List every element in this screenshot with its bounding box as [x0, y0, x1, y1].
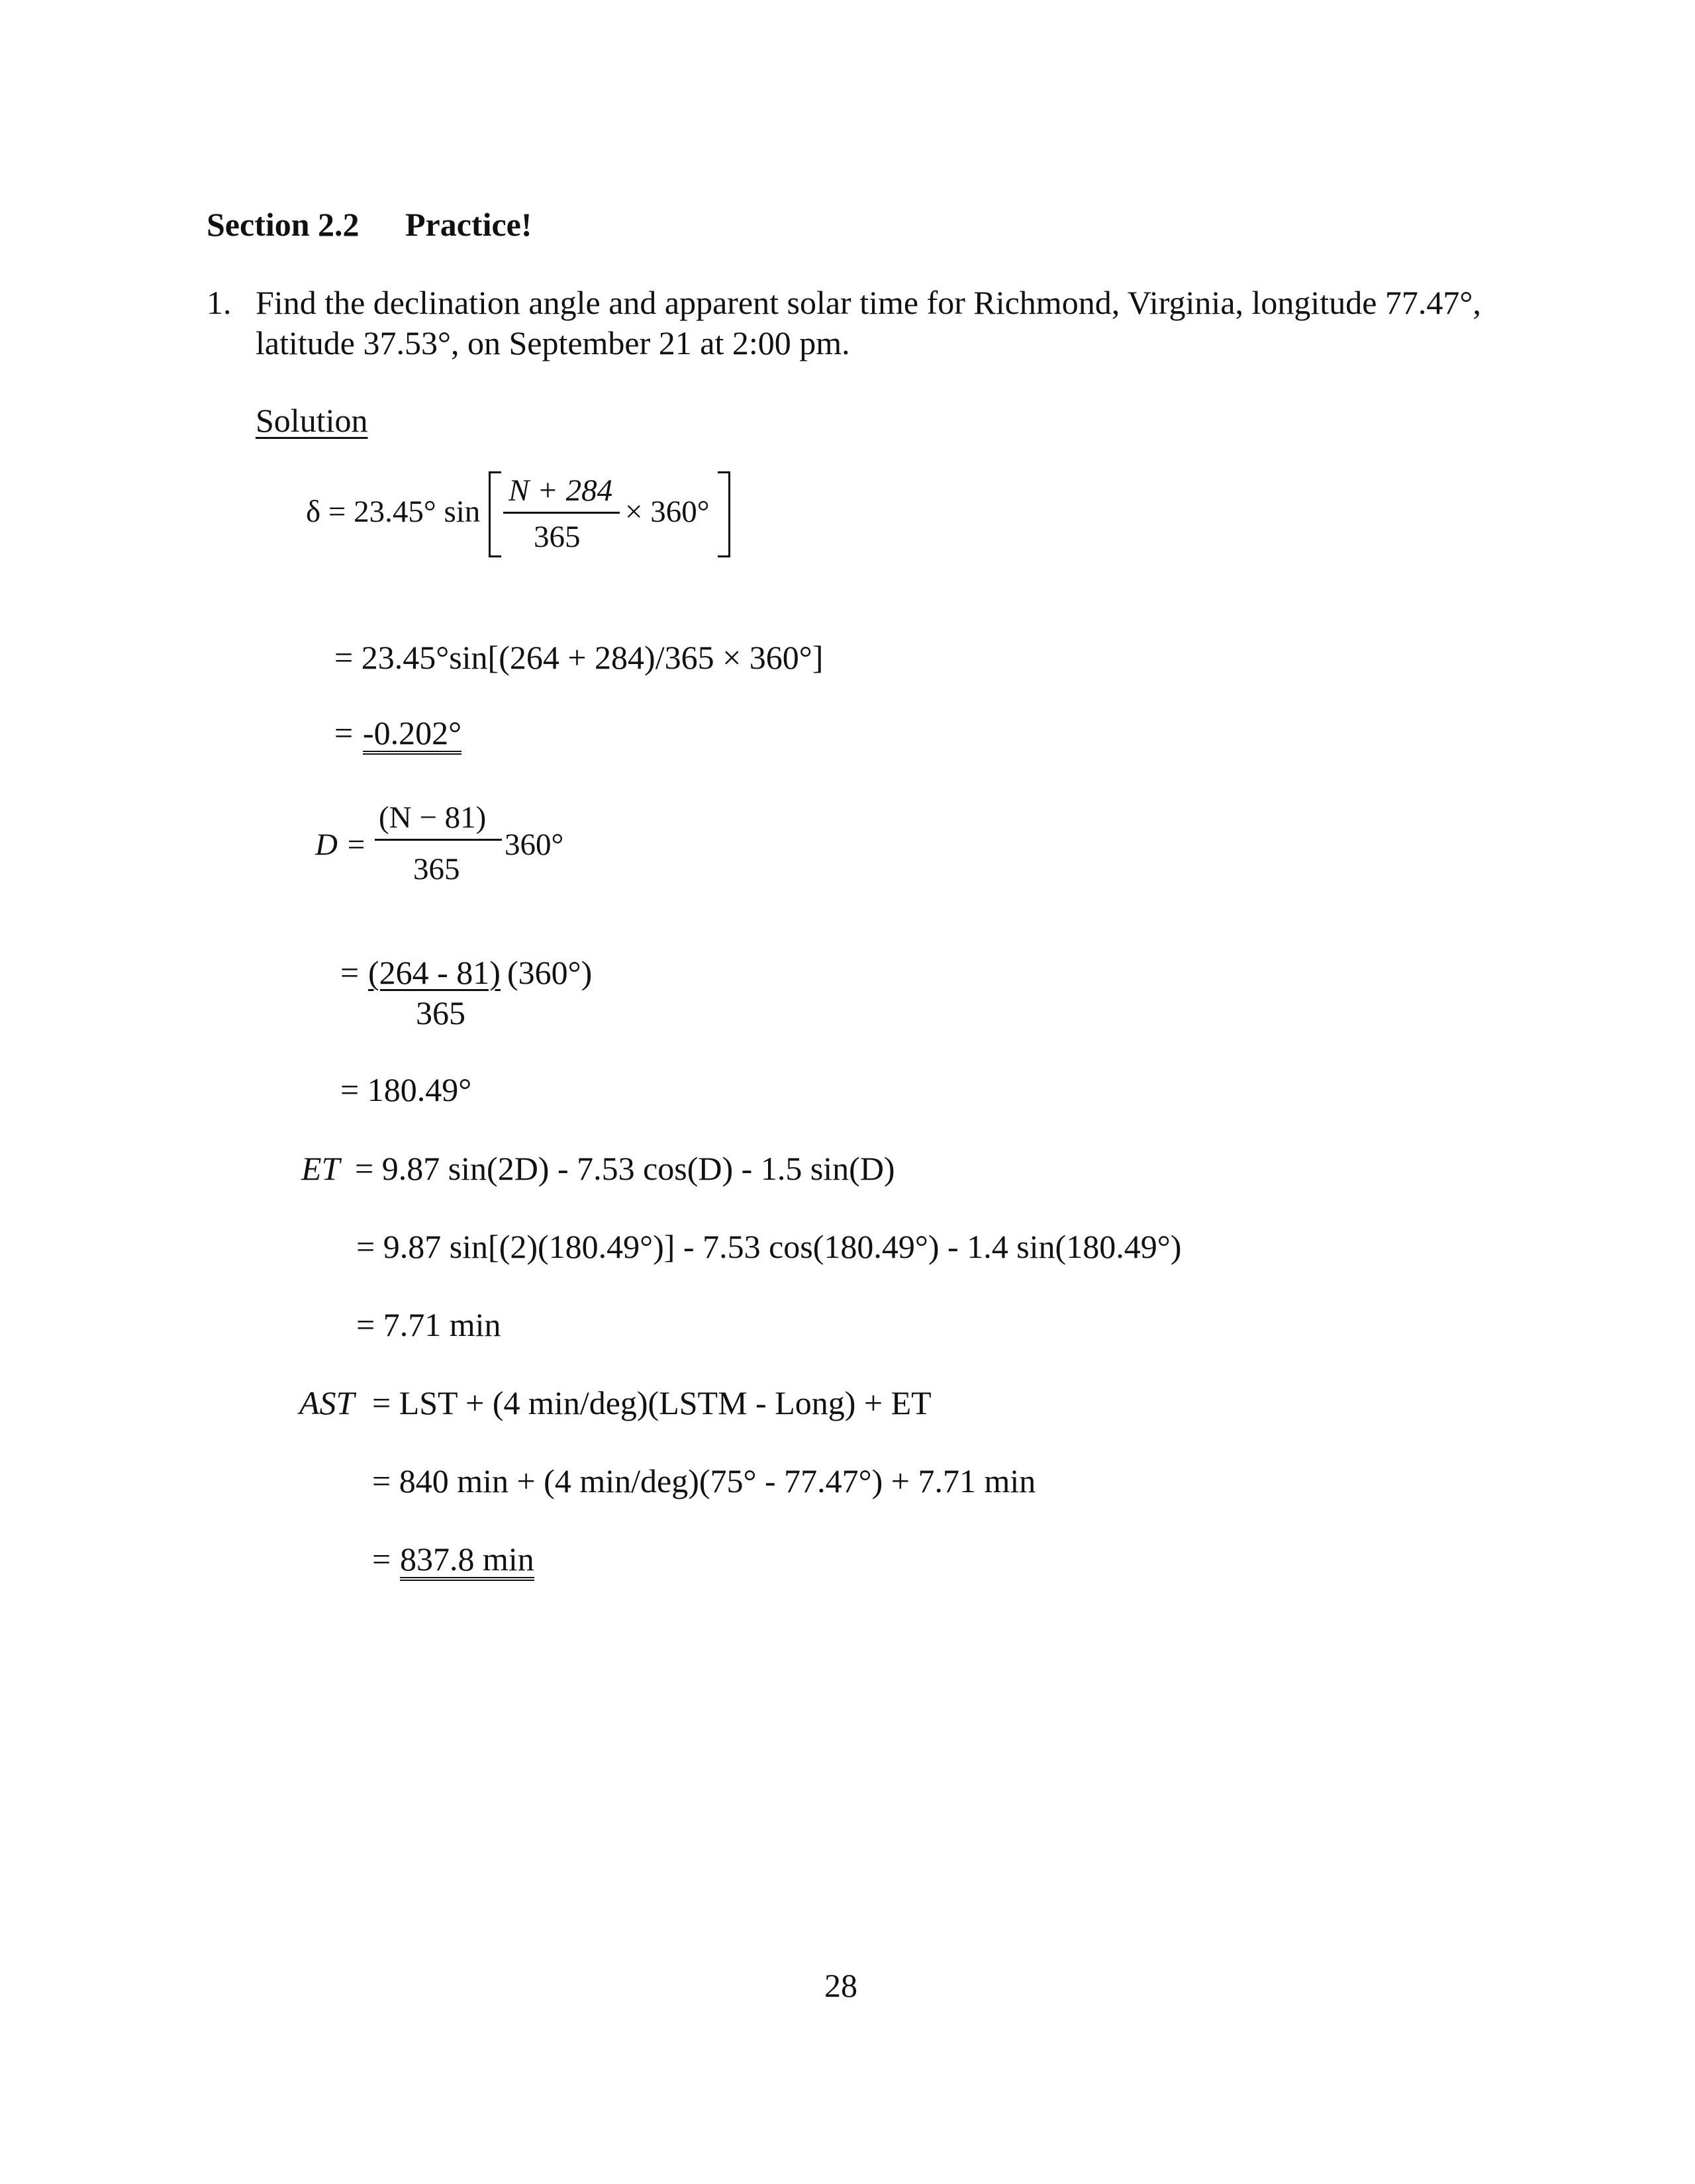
D-lhs: D = [315, 828, 367, 862]
declination-numerator: N + 284 [508, 473, 613, 508]
declination-step1: = 23.45°sin[(264 + 284)/365 × 360°] [334, 639, 824, 676]
ET-lhs: ET [301, 1150, 340, 1187]
D-step1-rest: (360°) [507, 954, 593, 991]
declination-left-bracket [489, 471, 501, 557]
D-numerator: (N − 81) [379, 800, 487, 835]
declination-lhs: δ = 23.45° sin [306, 495, 481, 529]
D-step1-numerator: (264 - 81) [368, 954, 501, 991]
ET-rhs: = 9.87 sin(2D) - 7.53 cos(D) - 1.5 sin(D) [355, 1150, 895, 1187]
declination-result: -0.202° [363, 716, 461, 755]
D-fraction-bar [375, 839, 502, 841]
solution-label: Solution [256, 402, 368, 439]
declination-result-eq: = [334, 714, 354, 751]
problem-text-line1: Find the declination angle and apparent solar time for Richmond, Virginia, longitude 77.47°, [256, 284, 1481, 321]
declination-denominator: 365 [534, 520, 581, 554]
declination-right-bracket [718, 471, 730, 557]
AST-result: 837.8 min [400, 1543, 534, 1581]
declination-fraction-bar [503, 512, 620, 514]
problem-text-line2: latitude 37.53°, on September 21 at 2:00 pm. [256, 324, 850, 361]
D-result: = 180.49° [340, 1071, 472, 1108]
section-number: Section 2.2 [207, 206, 360, 243]
D-step1-eq: = [340, 954, 360, 991]
problem-number: 1. [207, 284, 232, 321]
D-denominator: 365 [413, 852, 460, 886]
ET-result: = 7.71 min [356, 1306, 501, 1343]
page-number: 28 [824, 1967, 857, 2004]
section-title: Practice! [405, 206, 532, 243]
AST-lhs: AST [299, 1384, 355, 1421]
D-factor: 360° [505, 828, 564, 862]
AST-step1: = 840 min + (4 min/deg)(75° - 77.47°) + 7.71 min [372, 1462, 1036, 1499]
declination-times: × 360° [625, 495, 710, 529]
AST-result-eq: = [372, 1541, 391, 1578]
AST-rhs: = LST + (4 min/deg)(LSTM - Long) + ET [372, 1384, 932, 1421]
ET-step1: = 9.87 sin[(2)(180.49°)] - 7.53 cos(180.49°) - 1.4 sin(180.49°) [356, 1228, 1182, 1265]
D-step1-denominator: 365 [416, 994, 465, 1031]
